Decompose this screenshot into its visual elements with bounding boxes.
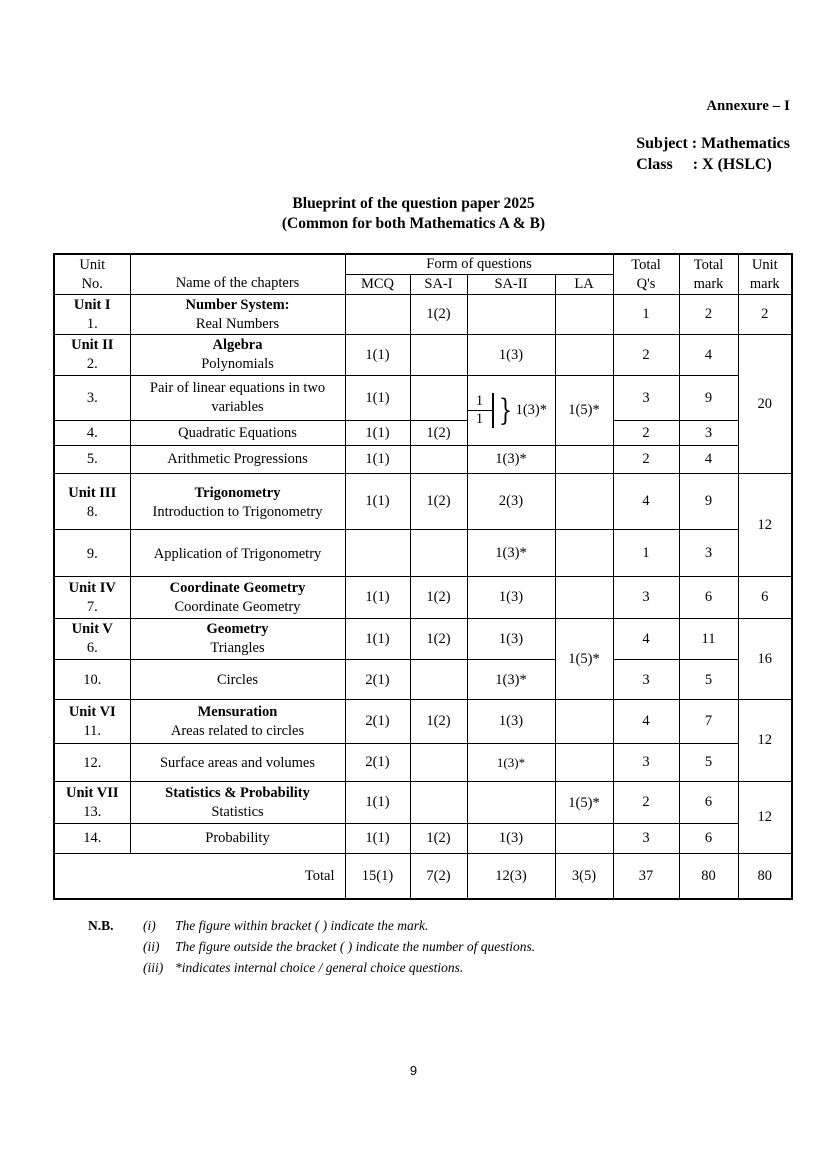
note-number: (iii) <box>143 960 164 975</box>
total-mark-cell: 6 <box>679 782 738 824</box>
total-mark-cell: 2 <box>679 295 738 335</box>
table-row <box>54 824 792 854</box>
mcq-cell: 2(1) <box>345 744 410 782</box>
total-q-cell: 4 <box>613 619 679 660</box>
sa1-cell: 1(2) <box>410 619 467 660</box>
chapter-cell: Surface areas and volumes <box>130 744 345 782</box>
sa2-cell: 1(3)* <box>467 530 555 577</box>
la-cell <box>555 577 613 619</box>
sa1-cell <box>410 530 467 577</box>
note-number: (ii) <box>143 939 160 954</box>
total-mark-cell: 11 <box>679 619 738 660</box>
mcq-cell: 1(1) <box>345 446 410 474</box>
sa2-cell: 1(3) <box>467 619 555 660</box>
header-sa1: SA-I <box>410 275 467 295</box>
header-unit-mark: Unit mark <box>738 254 792 295</box>
total-sa1: 7(2) <box>410 854 467 900</box>
sa1-cell: 1(2) <box>410 824 467 854</box>
table-row <box>54 619 792 660</box>
notes-block <box>88 915 535 978</box>
unit-no-cell: Unit III 8. <box>54 474 130 530</box>
unit-no-cell: 4. <box>54 421 130 446</box>
table-row <box>54 700 792 744</box>
sa2-cell: 1(3) <box>467 824 555 854</box>
mcq-cell: 1(1) <box>345 376 410 421</box>
header-form-of-questions: Form of questions <box>345 254 613 275</box>
sa2-cell: 1(3)* <box>467 446 555 474</box>
header-chapters: Name of the chapters <box>130 254 345 295</box>
total-q-cell: 3 <box>613 824 679 854</box>
sa2-cell <box>467 295 555 335</box>
subject-class-block <box>636 133 790 175</box>
header-total-mark: Total mark <box>679 254 738 295</box>
sa2-brace-counts <box>468 393 494 428</box>
sa1-cell <box>410 376 467 421</box>
total-q-cell: 3 <box>613 376 679 421</box>
note-text: The figure within bracket ( ) indicate the mark. <box>175 918 429 933</box>
sa1-cell <box>410 782 467 824</box>
chapter-cell: Circles <box>130 660 345 700</box>
class-line: Class : X (HSLC) <box>636 156 772 173</box>
chapter-cell: Algebra Polynomials <box>130 335 345 376</box>
total-questions: 37 <box>613 854 679 900</box>
title-line-1: Blueprint of the question paper 2025 <box>292 195 535 212</box>
chapter-cell: Number System: Real Numbers <box>130 295 345 335</box>
total-unit-marks: 80 <box>738 854 792 900</box>
table-row <box>54 474 792 530</box>
mcq-cell: 2(1) <box>345 700 410 744</box>
table-row <box>54 335 792 376</box>
la-cell <box>555 295 613 335</box>
annexure-label: Annexure – I <box>706 98 790 114</box>
blueprint-table-wrapper <box>53 253 791 900</box>
unit-mark-cell: 6 <box>738 577 792 619</box>
unit-mark-cell: 20 <box>738 335 792 474</box>
table-row <box>54 660 792 700</box>
unit-mark-cell: 12 <box>738 782 792 854</box>
chapter-cell: Probability <box>130 824 345 854</box>
total-sa2: 12(3) <box>467 854 555 900</box>
note-item <box>143 915 535 936</box>
unit-no-cell: Unit I 1. <box>54 295 130 335</box>
header-la: LA <box>555 275 613 295</box>
mcq-cell: 1(1) <box>345 335 410 376</box>
title-line-2: (Common for both Mathematics A & B) <box>281 215 546 232</box>
table-row <box>54 376 792 421</box>
sa1-cell: 1(2) <box>410 421 467 446</box>
chapter-cell: Mensuration Areas related to circles <box>130 700 345 744</box>
chapter-cell: Coordinate Geometry Coordinate Geometry <box>130 577 345 619</box>
note-text: *indicates internal choice / general choice questions. <box>175 960 464 975</box>
total-mark-cell: 3 <box>679 530 738 577</box>
notes-list <box>143 915 535 978</box>
total-q-cell: 4 <box>613 474 679 530</box>
sa2-cell: 1(3)* <box>467 744 555 782</box>
chapter-cell: Pair of linear equations in two variables <box>130 376 345 421</box>
la-cell <box>555 530 613 577</box>
chapter-cell: Statistics & Probability Statistics <box>130 782 345 824</box>
notes-label: N.B. <box>88 918 114 933</box>
unit-no-cell: Unit VII 13. <box>54 782 130 824</box>
unit-no-cell: 14. <box>54 824 130 854</box>
note-text: The figure outside the bracket ( ) indicate the number of questions. <box>175 939 536 954</box>
chapter-cell: Arithmetic Progressions <box>130 446 345 474</box>
total-mark-cell: 4 <box>679 335 738 376</box>
sa1-cell: 1(2) <box>410 700 467 744</box>
total-q-cell: 4 <box>613 700 679 744</box>
sa2-brace-value-group <box>494 393 555 428</box>
total-mark-cell: 3 <box>679 421 738 446</box>
unit-mark-cell: 12 <box>738 474 792 577</box>
table-row <box>54 446 792 474</box>
mcq-cell: 1(1) <box>345 824 410 854</box>
sa1-cell: 1(2) <box>410 474 467 530</box>
total-q-cell: 2 <box>613 446 679 474</box>
total-mark-cell: 9 <box>679 474 738 530</box>
mcq-cell <box>345 530 410 577</box>
la-cell <box>555 700 613 744</box>
la-cell: 1(5)* <box>555 619 613 700</box>
table-row <box>54 744 792 782</box>
unit-no-cell: Unit VI 11. <box>54 700 130 744</box>
note-item <box>143 936 535 957</box>
total-la: 3(5) <box>555 854 613 900</box>
table-row <box>54 421 792 446</box>
total-mcq: 15(1) <box>345 854 410 900</box>
chapter-cell: Application of Trigonometry <box>130 530 345 577</box>
header-total-questions: Total Q's <box>613 254 679 295</box>
total-mark-cell: 7 <box>679 700 738 744</box>
unit-mark-cell: 2 <box>738 295 792 335</box>
header-unit-no: Unit No. <box>54 254 130 295</box>
chapter-cell: Trigonometry Introduction to Trigonometry <box>130 474 345 530</box>
unit-no-cell: 10. <box>54 660 130 700</box>
mcq-cell: 1(1) <box>345 619 410 660</box>
la-cell <box>555 446 613 474</box>
table-header-row-1 <box>54 254 792 275</box>
blueprint-table <box>53 253 793 900</box>
unit-no-cell: Unit IV 7. <box>54 577 130 619</box>
mcq-cell: 1(1) <box>345 421 410 446</box>
note-item <box>143 957 535 978</box>
table-row <box>54 782 792 824</box>
total-mark-cell: 9 <box>679 376 738 421</box>
total-mark-cell: 6 <box>679 824 738 854</box>
sa1-cell <box>410 446 467 474</box>
sa2-cell: 1(3) <box>467 335 555 376</box>
la-cell: 1(5)* <box>555 782 613 824</box>
total-mark-cell: 4 <box>679 446 738 474</box>
la-cell: 1(5)* <box>555 376 613 446</box>
total-label: Total <box>54 854 345 900</box>
total-marks: 80 <box>679 854 738 900</box>
total-q-cell: 2 <box>613 421 679 446</box>
sa2-brace-cell <box>467 376 555 446</box>
total-mark-cell: 5 <box>679 744 738 782</box>
sa1-cell <box>410 660 467 700</box>
page-title <box>0 194 827 234</box>
table-row <box>54 530 792 577</box>
la-cell <box>555 474 613 530</box>
unit-mark-cell: 12 <box>738 700 792 782</box>
mcq-cell <box>345 295 410 335</box>
sa2-brace-count-bottom: 1 <box>475 411 484 427</box>
sa2-cell: 1(3)* <box>467 660 555 700</box>
chapter-cell: Geometry Triangles <box>130 619 345 660</box>
sa2-cell: 2(3) <box>467 474 555 530</box>
mcq-cell: 1(1) <box>345 782 410 824</box>
table-row <box>54 295 792 335</box>
total-q-cell: 2 <box>613 782 679 824</box>
sa1-cell <box>410 335 467 376</box>
sa1-cell <box>410 744 467 782</box>
unit-no-cell: Unit II 2. <box>54 335 130 376</box>
sa1-cell: 1(2) <box>410 295 467 335</box>
mcq-cell: 2(1) <box>345 660 410 700</box>
table-total-row <box>54 854 792 900</box>
total-q-cell: 3 <box>613 660 679 700</box>
subject-line: Subject : Mathematics <box>636 135 790 152</box>
mcq-cell: 1(1) <box>345 577 410 619</box>
chapter-cell: Quadratic Equations <box>130 421 345 446</box>
header-sa2: SA-II <box>467 275 555 295</box>
total-q-cell: 3 <box>613 744 679 782</box>
header-mcq: MCQ <box>345 275 410 295</box>
total-mark-cell: 5 <box>679 660 738 700</box>
la-cell <box>555 744 613 782</box>
total-q-cell: 1 <box>613 530 679 577</box>
la-cell <box>555 824 613 854</box>
unit-mark-cell: 16 <box>738 619 792 700</box>
sa2-cell <box>467 782 555 824</box>
sa1-cell: 1(2) <box>410 577 467 619</box>
total-q-cell: 3 <box>613 577 679 619</box>
table-row <box>54 577 792 619</box>
unit-no-cell: 3. <box>54 376 130 421</box>
sa2-brace-value: 1(3)* <box>515 402 548 418</box>
brace-icon: } <box>498 392 512 428</box>
unit-no-cell: 5. <box>54 446 130 474</box>
total-q-cell: 2 <box>613 335 679 376</box>
unit-no-cell: 9. <box>54 530 130 577</box>
unit-no-cell: 12. <box>54 744 130 782</box>
unit-no-cell: Unit V 6. <box>54 619 130 660</box>
sa2-cell: 1(3) <box>467 577 555 619</box>
mcq-cell: 1(1) <box>345 474 410 530</box>
total-mark-cell: 6 <box>679 577 738 619</box>
sa2-cell: 1(3) <box>467 700 555 744</box>
total-q-cell: 1 <box>613 295 679 335</box>
sa2-brace-count-top: 1 <box>468 393 492 411</box>
page-number: 9 <box>409 1063 418 1078</box>
la-cell <box>555 335 613 376</box>
note-number: (i) <box>143 918 156 933</box>
